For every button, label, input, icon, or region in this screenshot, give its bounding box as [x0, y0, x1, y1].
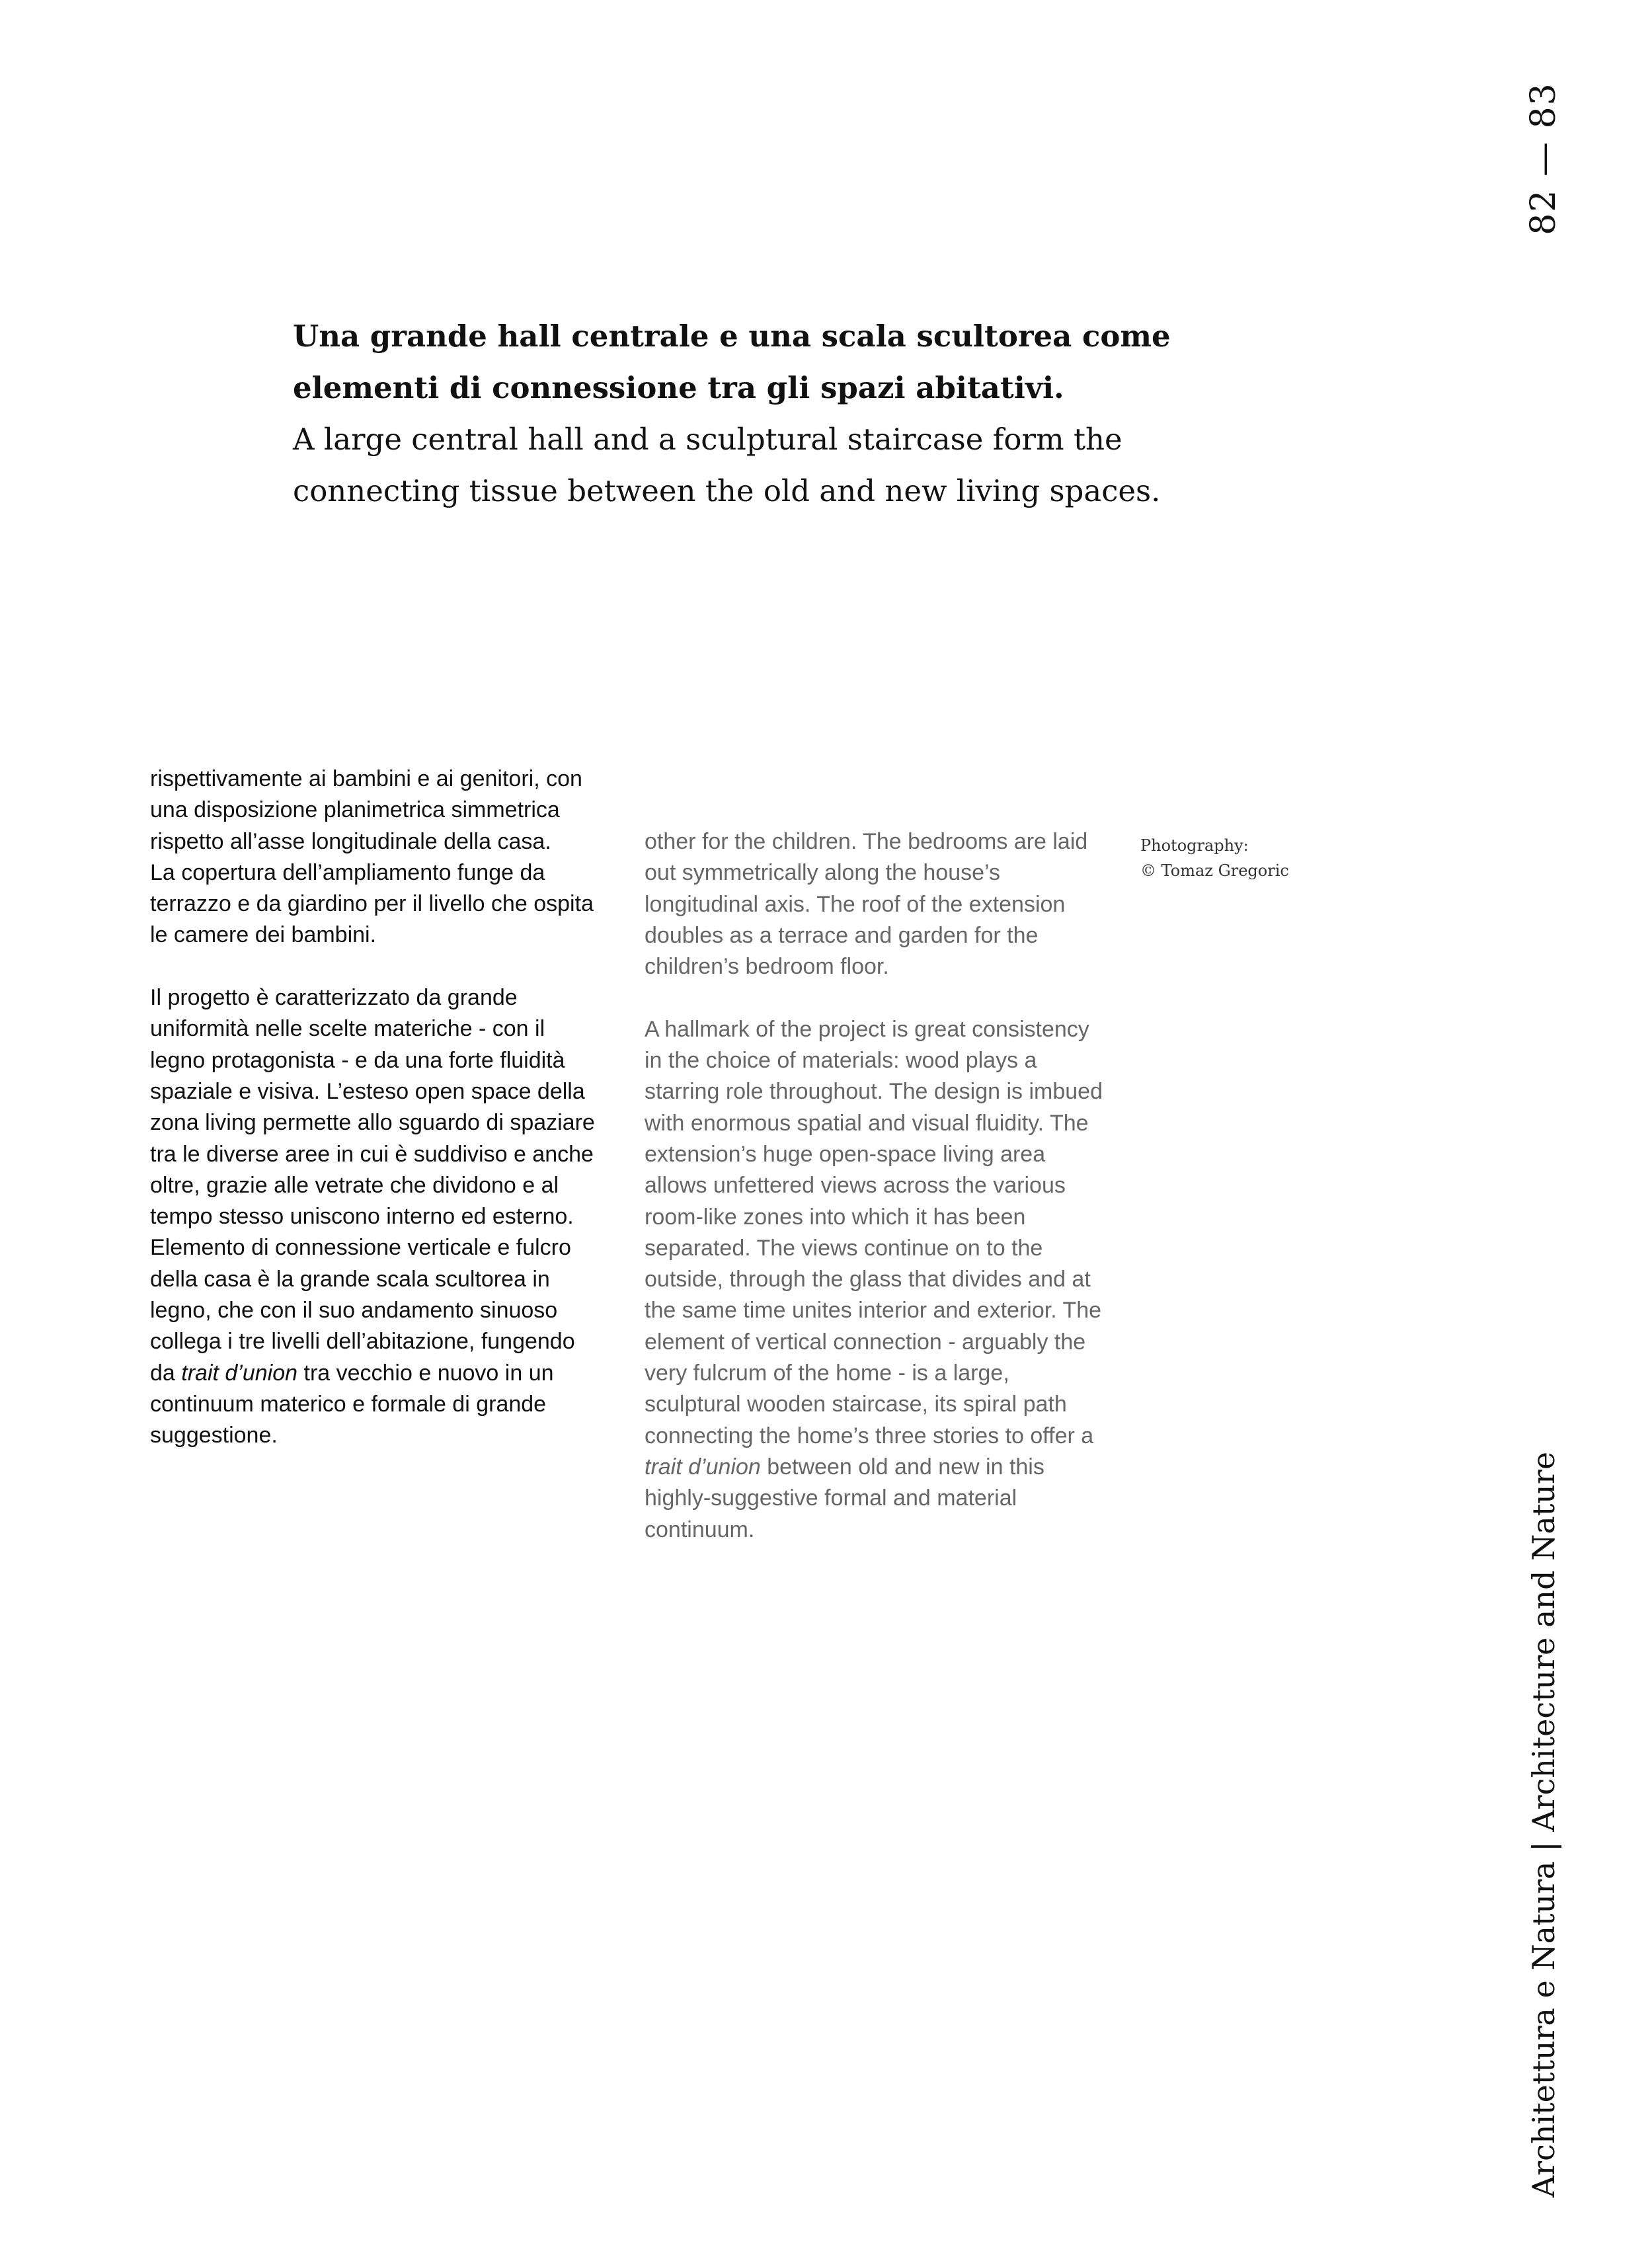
text-line: La copertura dell’ampliamento funge da: [150, 859, 545, 885]
text-line: connecting the home’s three stories to offer a: [645, 1423, 1094, 1448]
paragraph-gap: [150, 951, 595, 982]
text-line: continuum materico e formale di grande: [150, 1391, 547, 1417]
text-line: Elemento di connessione verticale e fulcro: [150, 1235, 571, 1261]
running-title-text: Architettura e Natura | Architecture and Nature: [1526, 1451, 1561, 2198]
text-line: una disposizione planimetrica simmetrica: [150, 797, 560, 823]
text-line: longitudinal axis. The roof of the extension: [645, 891, 1066, 917]
page-number: [1517, 82, 1570, 235]
text-line: room-like zones into which it has been: [645, 1204, 1026, 1230]
text-line: in the choice of materials: wood plays a: [645, 1048, 1037, 1074]
text-line: tra le diverse aree in cui è suddiviso e anche: [150, 1141, 594, 1167]
text-line: starring role throughout. The design is imbued: [645, 1079, 1103, 1105]
text-fragment: between old and new in this: [760, 1454, 1044, 1480]
text-line: [645, 1452, 1103, 1483]
text-line: with enormous spatial and visual fluidity. The: [645, 1110, 1089, 1136]
text-line: le camere dei bambini.: [150, 922, 377, 948]
text-line: oltre, grazie alle vetrate che dividono e al: [150, 1172, 559, 1198]
text-line: allows unfettered views across the various: [645, 1173, 1066, 1199]
credit-label: Photography:: [1140, 836, 1249, 855]
lead-paragraph: [293, 311, 1251, 517]
photo-credit: [1140, 833, 1289, 883]
text-line: A hallmark of the project is great consistency: [645, 1016, 1089, 1042]
text-line: children’s bedroom floor.: [645, 954, 889, 980]
text-line: rispetto all’asse longitudinale della casa.: [150, 828, 551, 854]
text-line: other for the children. The bedrooms are laid: [645, 829, 1088, 854]
text-line: highly-suggestive formal and material: [645, 1485, 1017, 1511]
text-line: outside, through the glass that divides and at: [645, 1267, 1091, 1292]
english-body-column: [645, 826, 1103, 1546]
running-title: [1511, 1451, 1577, 2198]
text-line: out symmetrically along the house’s: [645, 860, 1000, 886]
text-line: extension’s huge open-space living area: [645, 1141, 1046, 1167]
text-line: separated. The views continue on to the: [645, 1235, 1043, 1261]
text-line: very fulcrum of the home - is a large,: [645, 1361, 1009, 1386]
text-line: continuum.: [645, 1517, 755, 1542]
lead-english: A large central hall and a sculptural staircase form the connecting tissue between the old and new living spaces.: [293, 422, 1161, 508]
text-line: terrazzo e da giardino per il livello che ospita: [150, 891, 594, 917]
text-line: zona living permette allo sguardo di spaziare: [150, 1110, 595, 1136]
text-line: collega i tre livelli dell’abitazione, fungendo: [150, 1329, 575, 1355]
credit-name: © Tomaz Gregoric: [1140, 861, 1289, 880]
text-line: legno, che con il suo andamento sinuoso: [150, 1298, 558, 1324]
text-line: sculptural wooden staircase, its spiral path: [645, 1392, 1067, 1417]
text-line: doubles as a terrace and garden for the: [645, 922, 1039, 948]
italian-body-column: [150, 764, 595, 1452]
lead-italian: Una grande hall centrale e una scala scultorea come elementi di connessione tra gli spazi abitativi.: [293, 319, 1171, 405]
text-line: della casa è la grande scala scultorea in: [150, 1266, 550, 1292]
italic-phrase: trait d’union: [645, 1454, 761, 1480]
text-line: Il progetto è caratterizzato da grande: [150, 985, 518, 1011]
text-line: the same time unites interior and exterior. The: [645, 1298, 1102, 1324]
text-line: suggestione.: [150, 1423, 278, 1448]
text-fragment: da: [150, 1360, 182, 1386]
text-line: [150, 1358, 595, 1389]
text-line: tempo stesso uniscono interno ed esterno.: [150, 1204, 574, 1230]
text-line: element of vertical connection - arguably the: [645, 1329, 1086, 1355]
text-line: legno protagonista - e da una forte fluidità: [150, 1047, 565, 1073]
text-line: rispettivamente ai bambini e ai genitori, con: [150, 766, 582, 791]
text-fragment: tra vecchio e nuovo in un: [297, 1360, 554, 1386]
page-number-text: 82 — 83: [1524, 82, 1563, 235]
paragraph-gap: [645, 982, 1103, 1013]
text-line: uniformità nelle scelte materiche - con il: [150, 1016, 545, 1042]
text-line: spaziale e visiva. L’esteso open space della: [150, 1078, 585, 1104]
italic-phrase: trait d’union: [181, 1360, 298, 1386]
